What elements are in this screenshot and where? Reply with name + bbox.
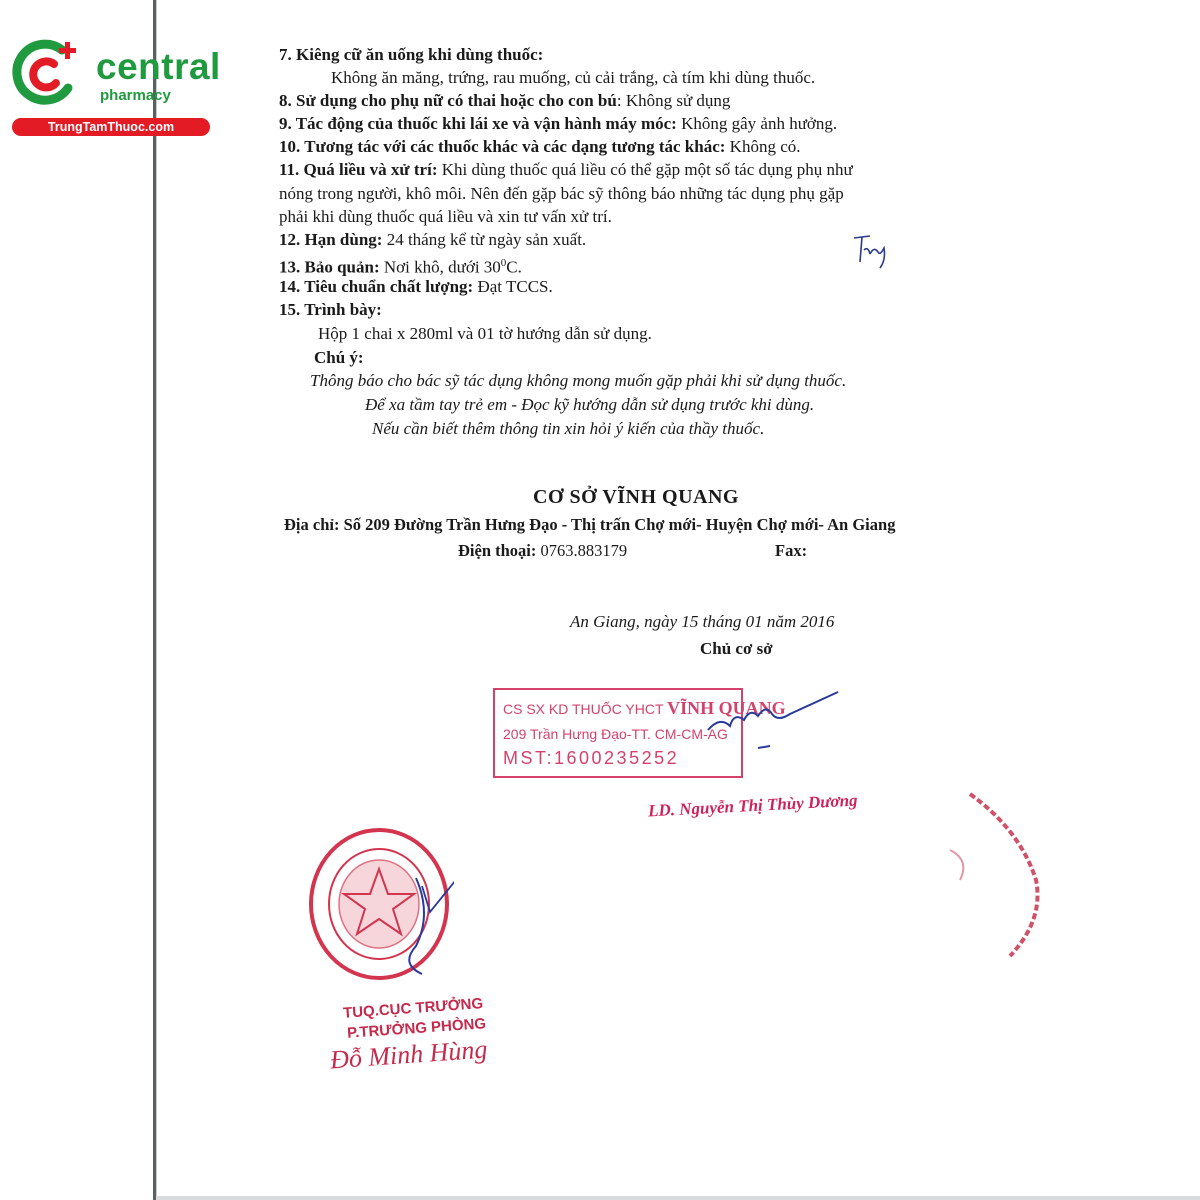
note-line-2: Để xa tầm tay trẻ em - Đọc kỹ hướng dẫn sử dụng trước khi dùng.: [365, 395, 815, 414]
section-14: 14. Tiêu chuẩn chất lượng: Đạt TCCS.: [279, 277, 553, 296]
section-11-line1: 11. Quá liều và xử trí: Khi dùng thuốc quá liều có thể gặp một số tác dụng phụ như: [279, 160, 853, 179]
section-15-title: 15. Trình bày:: [279, 300, 382, 319]
company-address: Địa chỉ: Số 209 Đường Trần Hưng Đạo - Thị trấn Chợ mới- Huyện Chợ mới- An Giang: [284, 515, 896, 534]
stamp-line-2: 209 Trần Hưng Đạo-TT. CM-CM-AG: [503, 726, 728, 742]
section-11-line2: nóng trong người, khô môi. Nên đến gặp bác sỹ thông báo những tác dụng phụ gặp: [279, 184, 844, 203]
logo-website: TrungTamThuoc.com: [12, 118, 210, 136]
page-bottom-border: [156, 1196, 1200, 1200]
stamp-line-1: CS SX KD THUỐC YHCT VĨNH QUANG: [503, 698, 786, 718]
date-line: An Giang, ngày 15 tháng 01 năm 2016: [570, 612, 835, 631]
official-title-1: TUQ.CỤC TRƯỞNG: [342, 995, 484, 1022]
company-fax-label: Fax:: [775, 541, 808, 560]
section-15-text: Hộp 1 chai x 280ml và 01 tờ hướng dẫn sử dụng.: [318, 324, 652, 343]
company-phone: Điện thoại: 0763.883179: [458, 541, 628, 560]
section-10: 10. Tương tác với các thuốc khác và các dạng tương tác khác: Không có.: [279, 137, 801, 156]
section-12: 12. Hạn dùng: 24 tháng kể từ ngày sản xuất.: [279, 230, 587, 249]
initial-signature-icon: [850, 232, 900, 272]
central-pharmacy-logo: [10, 38, 221, 138]
signoff-role: Chủ cơ sở: [700, 639, 773, 658]
note-line-3: Nếu cần biết thêm thông tin xin hỏi ý kiến của thầy thuốc.: [372, 419, 765, 438]
section-13: 13. Bảo quản: Nơi khô, dưới $30^0C$.: [279, 257, 522, 277]
logo-name: central: [96, 46, 221, 87]
company-name: CƠ SỞ VĨNH QUANG: [533, 486, 739, 508]
stamp-line-3: MST:1600235252: [503, 748, 680, 768]
partial-seal-right-icon: [940, 790, 1050, 960]
official-title-2: P.TRƯỞNG PHÒNG: [346, 1015, 487, 1042]
signer-name: LD. Nguyễn Thị Thùy Dương: [647, 790, 858, 821]
logo-subtitle: pharmacy: [100, 87, 171, 104]
page-left-border-light: [156, 0, 157, 1200]
official-round-seal-icon: [304, 824, 454, 984]
owner-signature-icon: [700, 686, 850, 756]
section-11-line3: phải khi dùng thuốc quá liều và xin tư vấn xử trí.: [279, 207, 612, 226]
section-7-title: 7. Kiêng cữ ăn uống khi dùng thuốc:: [279, 45, 544, 64]
section-9: 9. Tác động của thuốc khi lái xe và vận hành máy móc: Không gây ảnh hưởng.: [279, 114, 838, 133]
section-8: 8. Sử dụng cho phụ nữ có thai hoặc cho con bú: Không sử dụng: [279, 91, 731, 110]
logo-mark-icon: [10, 38, 82, 110]
section-7-text: Không ăn măng, trứng, rau muống, củ cải trắng, cà tím khi dùng thuốc.: [331, 68, 816, 87]
note-title: Chú ý:: [314, 348, 364, 367]
official-name: Đỗ Minh Hùng: [329, 1034, 489, 1075]
note-line-1: Thông báo cho bác sỹ tác dụng không mong muốn gặp phải khi sử dụng thuốc.: [310, 371, 847, 390]
